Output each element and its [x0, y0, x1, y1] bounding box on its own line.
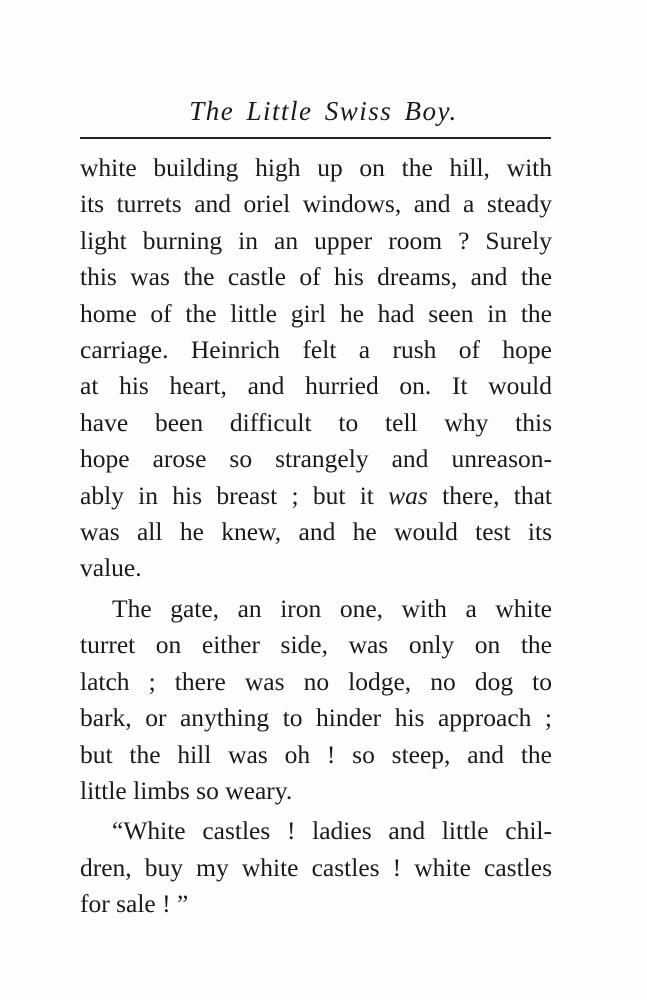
- text-line: “White castles ! ladies and little chil-: [112, 816, 552, 846]
- header-rule: [80, 137, 551, 139]
- text-line: turret on either side, was only on the: [80, 630, 552, 660]
- text-line: dren, buy my white castles ! white castles: [80, 852, 552, 882]
- text-line: ably in his breast ; but it was there, that: [80, 480, 552, 510]
- text-line: its turrets and oriel windows, and a steady: [80, 189, 552, 219]
- text-line: carriage. Heinrich felt a rush of hope: [80, 335, 552, 365]
- text-line: home of the little girl he had seen in the: [80, 298, 552, 328]
- running-head-title: The Little Swiss Boy.: [189, 96, 458, 126]
- paragraph-1: [80, 150, 552, 587]
- text-line: at his heart, and hurried on. It would: [80, 371, 552, 401]
- text-line: light burning in an upper room ? Surely: [80, 225, 552, 255]
- text-line: for sale ! ”: [80, 889, 189, 919]
- text-line: was all he knew, and he would test its: [80, 517, 552, 547]
- text-line: The gate, an iron one, with a white: [112, 593, 552, 623]
- text-line: hope arose so strangely and unreason-: [80, 444, 552, 474]
- text-line: latch ; there was no lodge, no dog to: [80, 666, 552, 696]
- text-line: value.: [80, 553, 142, 583]
- text-line: have been difficult to tell why this: [80, 407, 552, 437]
- text-line: but the hill was oh ! so steep, and the: [80, 739, 552, 769]
- text-line: this was the castle of his dreams, and the: [80, 262, 552, 292]
- body-text: [80, 150, 552, 923]
- paragraph-2: [80, 591, 552, 809]
- text-line: bark, or anything to hinder his approach ;: [80, 703, 552, 733]
- paragraph-3: [80, 813, 552, 922]
- text-line: white building high up on the hill, with: [80, 153, 552, 182]
- text-line: little limbs so weary.: [80, 775, 293, 805]
